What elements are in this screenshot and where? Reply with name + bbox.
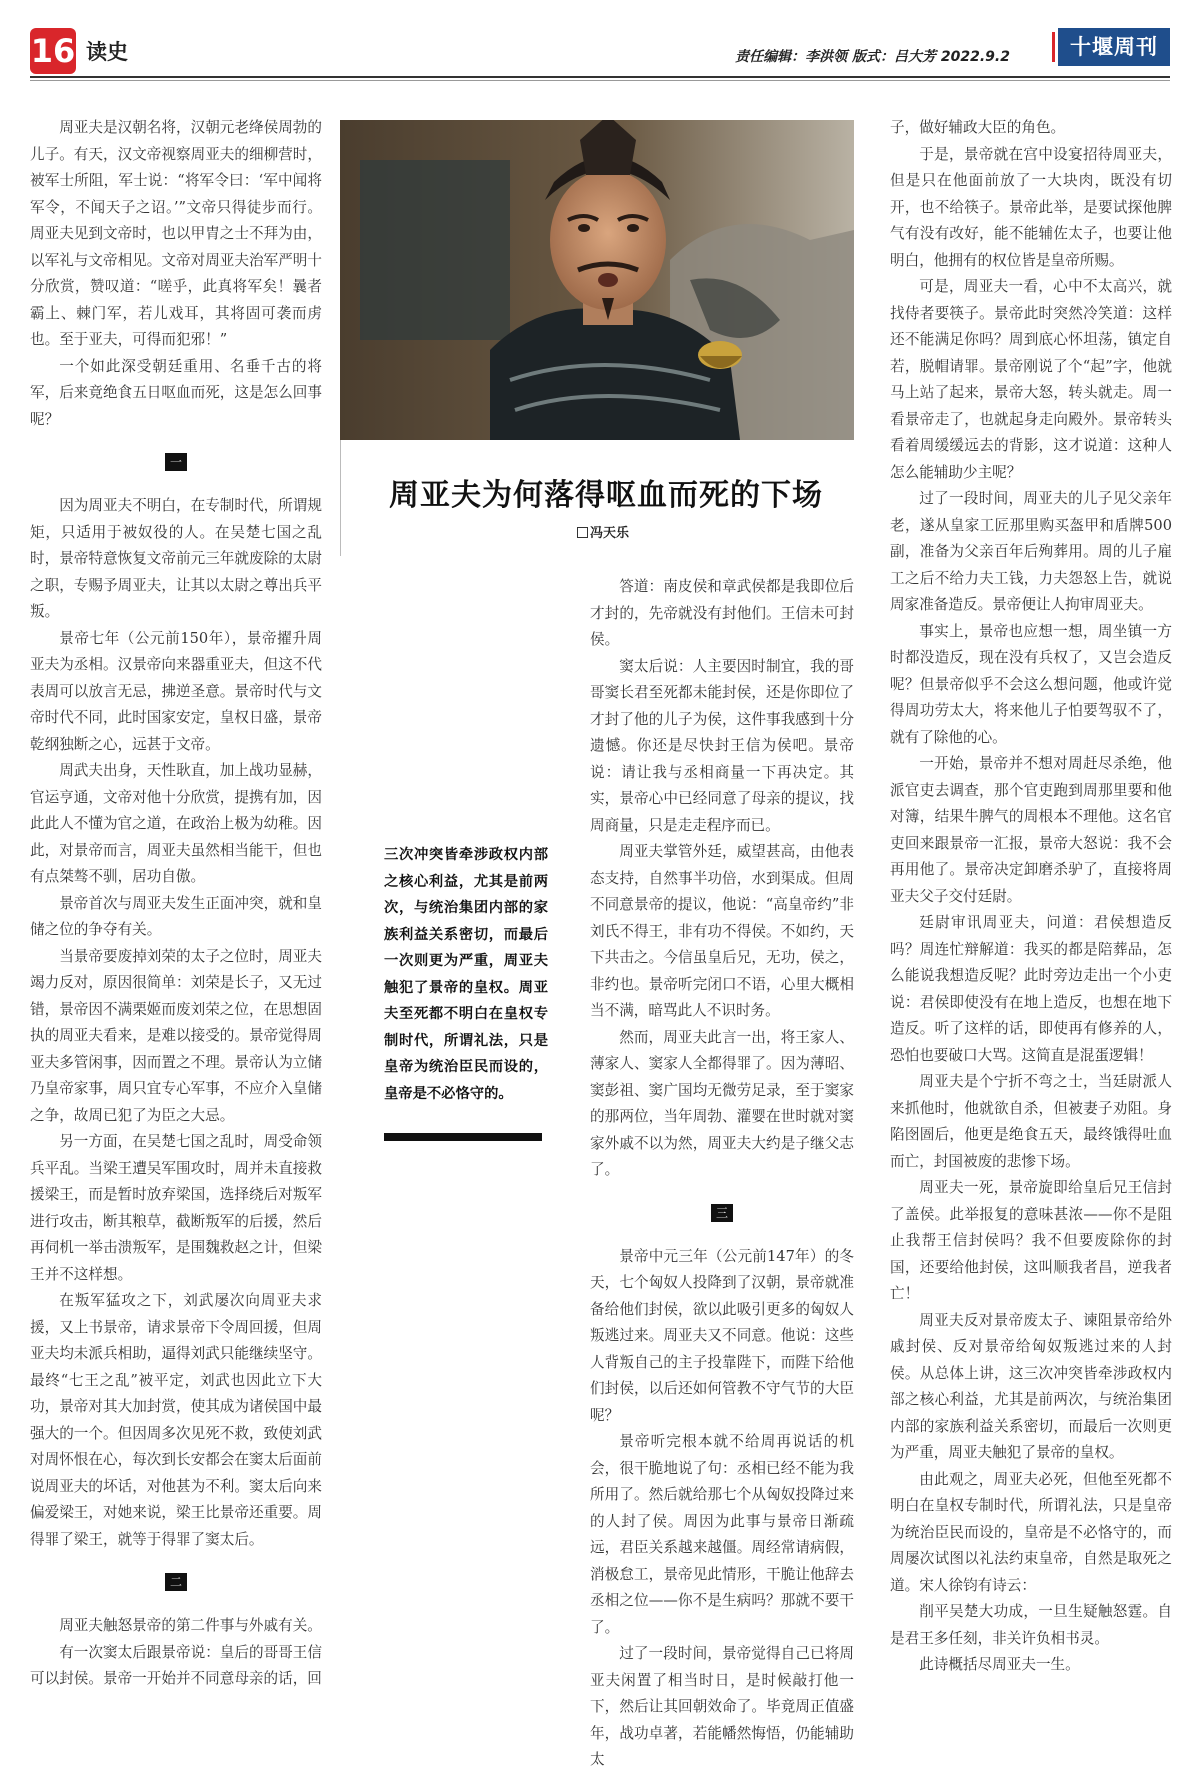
- paragraph: 因为周亚夫不明白，在专制时代，所谓规矩，只适用于被奴役的人。在吴楚七国之乱时，景帝特意恢复文帝前元三年就废除的太尉之职，专赐予周亚夫，让其以太尉之尊出兵平叛。: [30, 497, 322, 620]
- pull-quote: 三次冲突皆牵涉政权内部之核心利益，尤其是前两次，与统治集团内部的家族利益关系密切，而最后一次则更为严重，周亚夫触犯了景帝的皇权。周亚夫至死都不明白在皇权专制时代，所谓礼法，只是皇帝为统治臣民而设的，皇帝是不必恪守的。: [384, 847, 548, 1102]
- col-c-section-three: [590, 1244, 854, 1774]
- paragraph: 子，做好辅政大臣的角色。: [890, 119, 1066, 136]
- paragraph: 周武夫出身，天性耿直，加上战功显赫，官运亨通，文帝对他十分欣赏，提携有加，因此此人不懂为官之道，在政治上极为幼稚。因此，对景帝而言，周亚夫虽然相当能干，但也有点桀骜不驯，居功自傲。: [30, 762, 322, 885]
- paragraph: 周亚夫反对景帝废太子、谏阻景帝给外戚封侯、反对景帝给匈奴叛逃过来的人封侯。从总体上讲，这三次冲突皆牵涉政权内部之核心利益，尤其是前两次，与统治集团内部的家族利益关系密切，而最后一次则更为严重，周亚夫触犯了景帝的皇权。: [890, 1311, 1172, 1461]
- paragraph: 窦太后说：人主要因时制宜，我的哥哥窦长君至死都未能封侯，还是你即位了才封了他的儿子为侯，这件事我感到十分遗憾。你还是尽快封王信为侯吧。景帝说：请让我与丞相商量一下再决定。其实，景帝心中已经同意了母亲的提议，找周商量，只是走走程序而已。: [590, 657, 854, 834]
- page-number: 16: [30, 28, 76, 74]
- paragraph: 廷尉审讯周亚夫，问道：君侯想造反吗？周连忙辩解道：我买的都是陪葬品，怎么能说我想造反呢？此时旁边走出一个小吏说：君侯即使没有在地上造反，也想在地下造反。听了这样的话，即使再有修养的人，恐怕也要破口大骂。这简直是混蛋逻辑！: [890, 914, 1172, 1064]
- section-marker-one: 一: [165, 453, 187, 471]
- paragraph: 景帝听完根本就不给周再说话的机会，很干脆地说了句：丞相已经不能为我所用了。然后就给那七个从匈奴投降过来的人封了侯。周因为此事与景帝日渐疏远，君臣关系越来越僵。周经常请病假，消极怠工，景帝见此情形，干脆让他辞去丞相之位——你不是生病吗？那就不要干了。: [590, 1433, 854, 1636]
- paragraph: 可是，周亚夫一看，心中不太高兴，就找侍者要筷子。景帝此时突然冷笑道：这样还不能满足你吗？周到底心怀坦荡，镇定自若，脱帽请罪。景帝刚说了个“起”字，他就马上站了起来，景帝大怒，转头就走。周一看景帝走了，也就起身走向殿外。景帝转头看着周缓缓远去的背影，这才说道：这种人怎么能辅助少主呢？: [890, 278, 1172, 481]
- section-marker-three: 三: [711, 1204, 733, 1222]
- paragraph: 削平吴楚大功成，一旦生疑触怒霆。自是君王多任刻，非关许负相书灵。: [890, 1603, 1172, 1647]
- masthead-logo: 十堰周刊: [1058, 28, 1170, 66]
- paragraph: 一开始，景帝并不想对周赶尽杀绝，他派官吏去调查，那个官吏跑到周那里要和他对簿，结果牛脾气的周根本不理他。这名官吏回来跟景帝一汇报，景帝大怒说：我不会再用他了。景帝决定卸磨杀驴了，直接将周亚夫父子交付廷尉。: [890, 755, 1172, 905]
- paragraph: 周亚夫一死，景帝旋即给皇后兄王信封了盖侯。此举报复的意味甚浓——你不是阻止我帮王信封侯吗？我不但要废除你的封国，还要给他封侯，这叫顺我者昌，逆我者亡！: [890, 1179, 1172, 1302]
- paragraph: 景帝首次与周亚夫发生正面冲突，就和皇储之位的争夺有关。: [30, 894, 322, 938]
- column-c: [590, 574, 854, 1774]
- paragraph: 于是，景帝就在宫中设宴招待周亚夫，但是只在他面前放了一大块肉，既没有切开，也不给筷子。景帝此举，是要试探他脾气有没有改好，能不能辅佐太子，也要让他明白，他拥有的权位皆是皇帝所赐。: [890, 145, 1172, 269]
- title-block: [340, 440, 855, 556]
- paragraph: 过了一段时间，景帝觉得自己已将周亚夫闲置了相当时日，是时候敲打他一下，然后让其回朝效命了。毕竟周正值盛年，战功卓著，若能幡然悔悟，仍能辅助太: [590, 1645, 854, 1768]
- col-a-intro: [30, 115, 322, 433]
- editor-credits: 责任编辑：李洪领 版式：吕大芳 2022.9.2: [735, 49, 1010, 65]
- col-c-part-one: [590, 574, 854, 1184]
- paragraph: 周亚夫是汉朝名将，汉朝元老绛侯周勃的儿子。有天，汉文帝视察周亚夫的细柳营时，被军士所阻，军士说：“将军令曰：‘军中闻将军令，不闻天子之诏。’”文帝只得徒步而行。周亚夫见到文帝时，也以甲胄之士不拜为由，以军礼与文帝相见。文帝对周亚夫治军严明十分欣赏，赞叹道：“嗟乎，此真将军矣！曩者霸上、棘门军，若儿戏耳，其将固可袭而虏也。至于亚夫，可得而犯邪！”: [30, 119, 322, 348]
- paragraph: 一个如此深受朝廷重用、名垂千古的将军，后来竟绝食五日呕血而死，这是怎么回事呢？: [30, 357, 322, 428]
- article-byline: 冯天乐: [577, 522, 629, 541]
- article-photo: [340, 120, 854, 440]
- paragraph: 答道：南皮侯和章武侯都是我即位后才封的，先帝就没有封他们。王信未可封侯。: [590, 578, 854, 648]
- paragraph: 然而，周亚夫此言一出，将王家人、薄家人、窦家人全都得罪了。因为薄昭、窦彭祖、窦广国均无微劳足录，至于窦家的那两位，当年周勃、灌婴在世时就对窦家外戚不以为然，周亚夫大约是子继父志了。: [590, 1028, 854, 1178]
- paragraph: 过了一段时间，周亚夫的儿子见父亲年老，遂从皇家工匠那里购买盔甲和盾牌500副，准备为父亲百年后殉葬用。周的儿子雇工之后不给力夫工钱，力夫怨怒上告，就说周家准备造反。景帝便让人拘审周亚夫。: [890, 490, 1172, 613]
- section-marker-two: 二: [165, 1573, 187, 1591]
- paragraph: 有一次窦太后跟景帝说：皇后的哥哥王信可以封侯。景帝一开始并不同意母亲的话，回: [30, 1643, 322, 1687]
- pull-quote-bar: [384, 1133, 542, 1141]
- section-title: 读史: [86, 40, 128, 64]
- paragraph: 周亚夫触怒景帝的第二件事与外戚有关。: [59, 1617, 322, 1634]
- header-rule-thin: [30, 80, 1170, 81]
- header-rule: [30, 76, 1170, 78]
- column-a: [30, 115, 322, 1693]
- paragraph: 景帝七年（公元前150年），景帝擢升周亚夫为丞相。汉景帝向来器重亚夫，但这不代表周可以放言无忌，拂逆圣意。景帝时代与文帝时代不同，此时国家安定，皇权日盛，景帝乾纲独断之心，远甚于文帝。: [30, 629, 322, 753]
- column-d: [890, 115, 1172, 1679]
- warrior-portrait-illustration: [340, 120, 854, 440]
- col-d-body: [890, 115, 1172, 1679]
- col-a-section-one: [30, 493, 322, 1553]
- paragraph: 在叛军猛攻之下，刘武屡次向周亚夫求援，又上书景帝，请求景帝下令周回援，但周亚夫均未派兵相助，逼得刘武只能继续坚守。最终“七王之乱”被平定，刘武也因此立下大功，景帝对其大加封赏，使其成为诸侯国中最强大的一个。但因周多次见死不救，致使刘武对周怀恨在心，每次到长安都会在窦太后面前说周亚夫的坏话，对他甚为不利。窦太后向来偏爱梁王，对她来说，梁王比景帝还重要。周得罪了梁王，就等于得罪了窦太后。: [30, 1292, 322, 1548]
- page-header: [30, 28, 1170, 74]
- col-a-section-two: [30, 1613, 322, 1693]
- paragraph: 周亚夫掌管外廷，威望甚高，由他表态支持，自然事半功倍，水到渠成。但周不同意景帝的提议，他说：“高皇帝约”非刘氏不得王，非有功不得侯。不如约，天下共击之。今信虽皇后兄，无功，侯之，非约也。景帝听完闭口不语，心里大概相当不满，暗骂此人不识时务。: [590, 843, 854, 1019]
- paragraph: 当景帝要废掉刘荣的太子之位时，周亚夫竭力反对，原因很简单：刘荣是长子，又无过错，景帝因不满栗姬而废刘荣之位，在思想固执的周亚夫看来，是难以接受的。景帝觉得周亚夫多管闲事，因而置之不理。景帝认为立储乃皇帝家事，周只宜专心军事，不应介入皇储之争，故周已犯了为臣之大忌。: [30, 947, 322, 1124]
- paragraph: 周亚夫是个宁折不弯之士，当廷尉派人来抓他时，他就欲自杀，但被妻子劝阻。身陷囹圄后，他更是绝食五天，最终饿得吐血而亡，封国被废的悲惨下场。: [890, 1073, 1172, 1170]
- paragraph: 由此观之，周亚夫必死，但他至死都不明白在皇权专制时代，所谓礼法，只是皇帝为统治臣民而设的，皇帝是不必恪守的，而周屡次试图以礼法约束皇帝，自然是取死之道。宋人徐钧有诗云：: [890, 1470, 1172, 1594]
- paragraph: 景帝中元三年（公元前147年）的冬天，七个匈奴人投降到了汉朝，景帝就准备给他们封侯，欲以此吸引更多的匈奴人叛逃过来。周亚夫又不同意。他说：这些人背叛自己的主子投靠陛下，而陛下给他们封侯，以后还如何管教不守气节的大臣呢？: [590, 1247, 854, 1424]
- paragraph: 此诗概括尽周亚夫一生。: [919, 1656, 1080, 1673]
- paragraph: 事实上，景帝也应想一想，周坐镇一方时都没造反，现在没有兵权了，又岂会造反呢？但景帝似乎不会这么想问题，他或许觉得周功劳太大，将来他儿子怕要驾驭不了，就有了除他的心。: [890, 622, 1172, 746]
- paragraph: 另一方面，在吴楚七国之乱时，周受命领兵平乱。当梁王遭吴军围攻时，周并未直接救援梁王，而是暂时放弃梁国，选择绕后对叛军进行攻击，断其粮草，截断叛军的后援，然后再伺机一举击溃叛军，是围魏救赵之计，但梁王并不这样想。: [30, 1133, 322, 1283]
- article-title: 周亚夫为何落得呕血而死的下场: [389, 478, 823, 513]
